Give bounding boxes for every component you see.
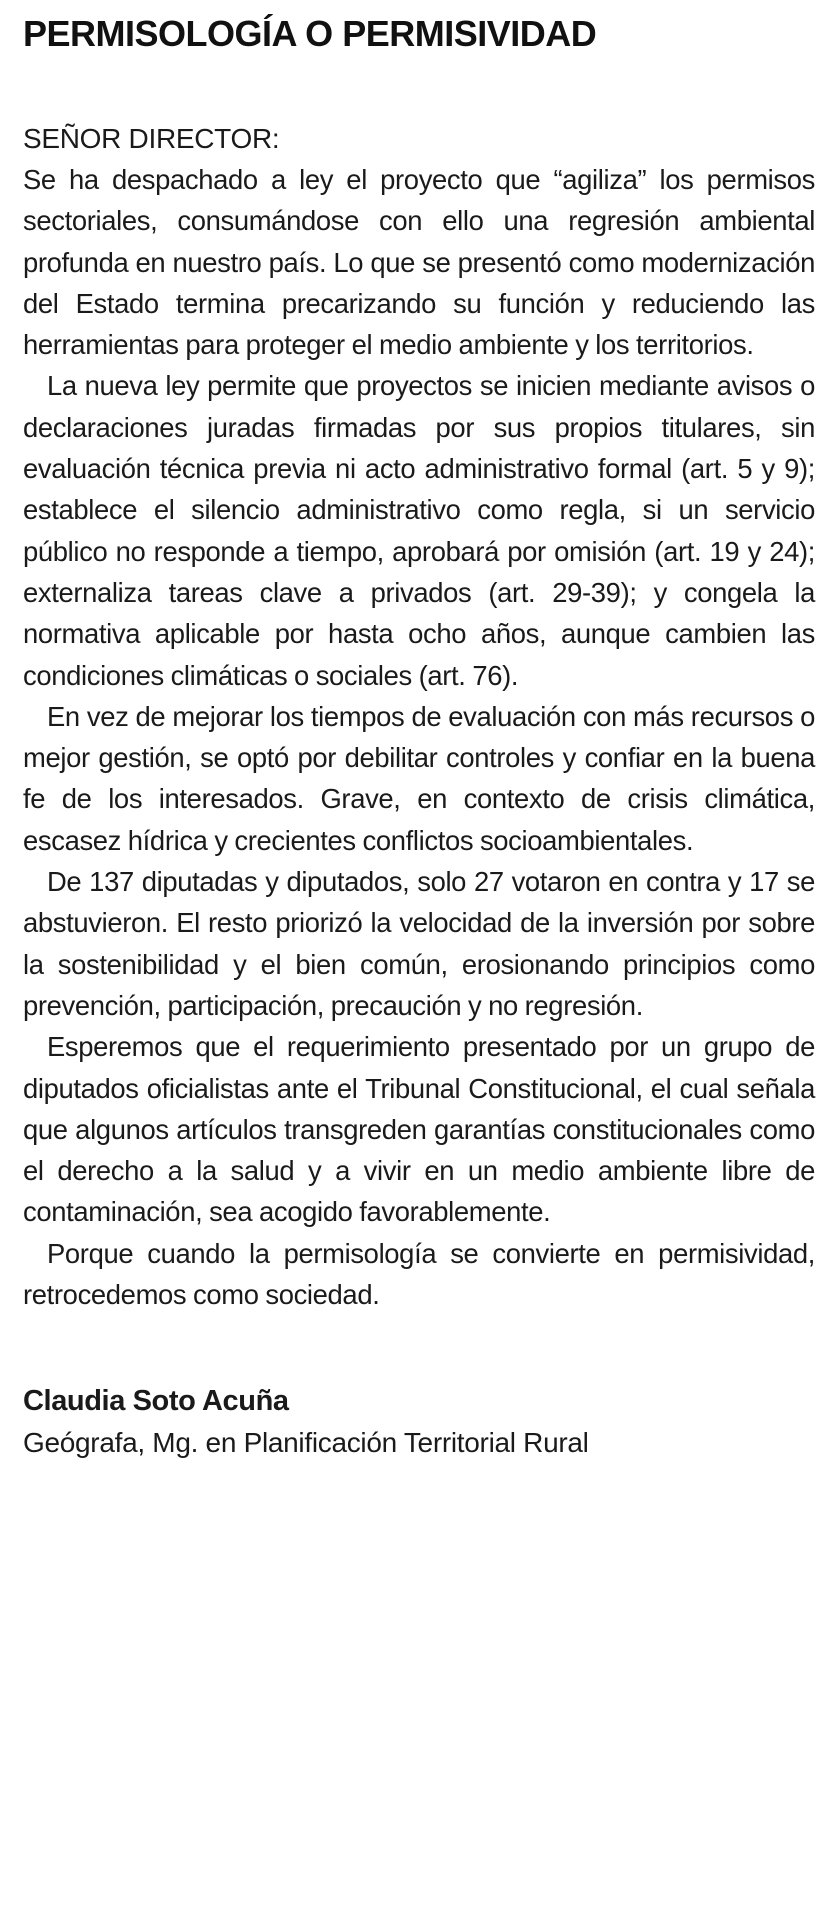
paragraph-2: La nueva ley permite que proyectos se inicien mediante avisos o declaraciones juradas firmadas por sus propios titulares, sin evaluación técnica previa ni acto administrativo formal (art. 5 y 9); establece el silencio administrativo como regla, si un servicio público no responde a tiempo, aprobará por omisión (art. 19 y 24); externaliza tareas clave a privados (art. 29-39); y congela la normativa aplicable por hasta ocho años, aunque cambien las condiciones climáticas o sociales (art. 76). [23,370,815,691]
paragraph-3: En vez de mejorar los tiempos de evaluación con más recursos o mejor gestión, se optó por debilitar controles y confiar en la buena fe de los interesados. Grave, en contexto de crisis climática, escasez hídrica y crecientes conflictos socioambientales. [23,700,815,856]
paragraph-6: Porque cuando la permisología se convierte en permisividad, retrocedemos como sociedad. [23,1237,815,1311]
author-title: Geógrafa, Mg. en Planificación Territorial Rural [23,1427,589,1459]
paragraph-5: Esperemos que el requerimiento presentado por un grupo de diputados oficialistas ante el Tribunal Constitucional, el cual señala que algunos artículos transgreden garantías constitucionales como el derecho a la salud y a vivir en un medio ambiente libre de contaminación, sea acogido favorablemente. [23,1031,815,1228]
signature-block [23,1381,815,1465]
paragraph-4: De 137 diputadas y diputados, solo 27 votaron en contra y 17 se abstuvieron. El resto priorizó la velocidad de la inversión por sobre la sostenibilidad y el bien común, erosionando principios como prevención, participación, precaución y no regresión. [23,866,815,1021]
letter-to-editor [23,10,815,1465]
headline: PERMISOLOGÍA O PERMISIVIDAD [23,13,597,54]
letter-body [23,159,815,1315]
salutation: SEÑOR DIRECTOR: [23,123,280,154]
paragraph-1: Se ha despachado a ley el proyecto que “agiliza” los permisos sectoriales, consumándose con ello una regresión ambiental profunda en nuestro país. Lo que se presentó como modernización del Estado termina precarizando su función y reduciendo las herramientas para proteger el medio ambiente y los territorios. [23,164,815,361]
author-name: Claudia Soto Acuña [23,1385,289,1418]
